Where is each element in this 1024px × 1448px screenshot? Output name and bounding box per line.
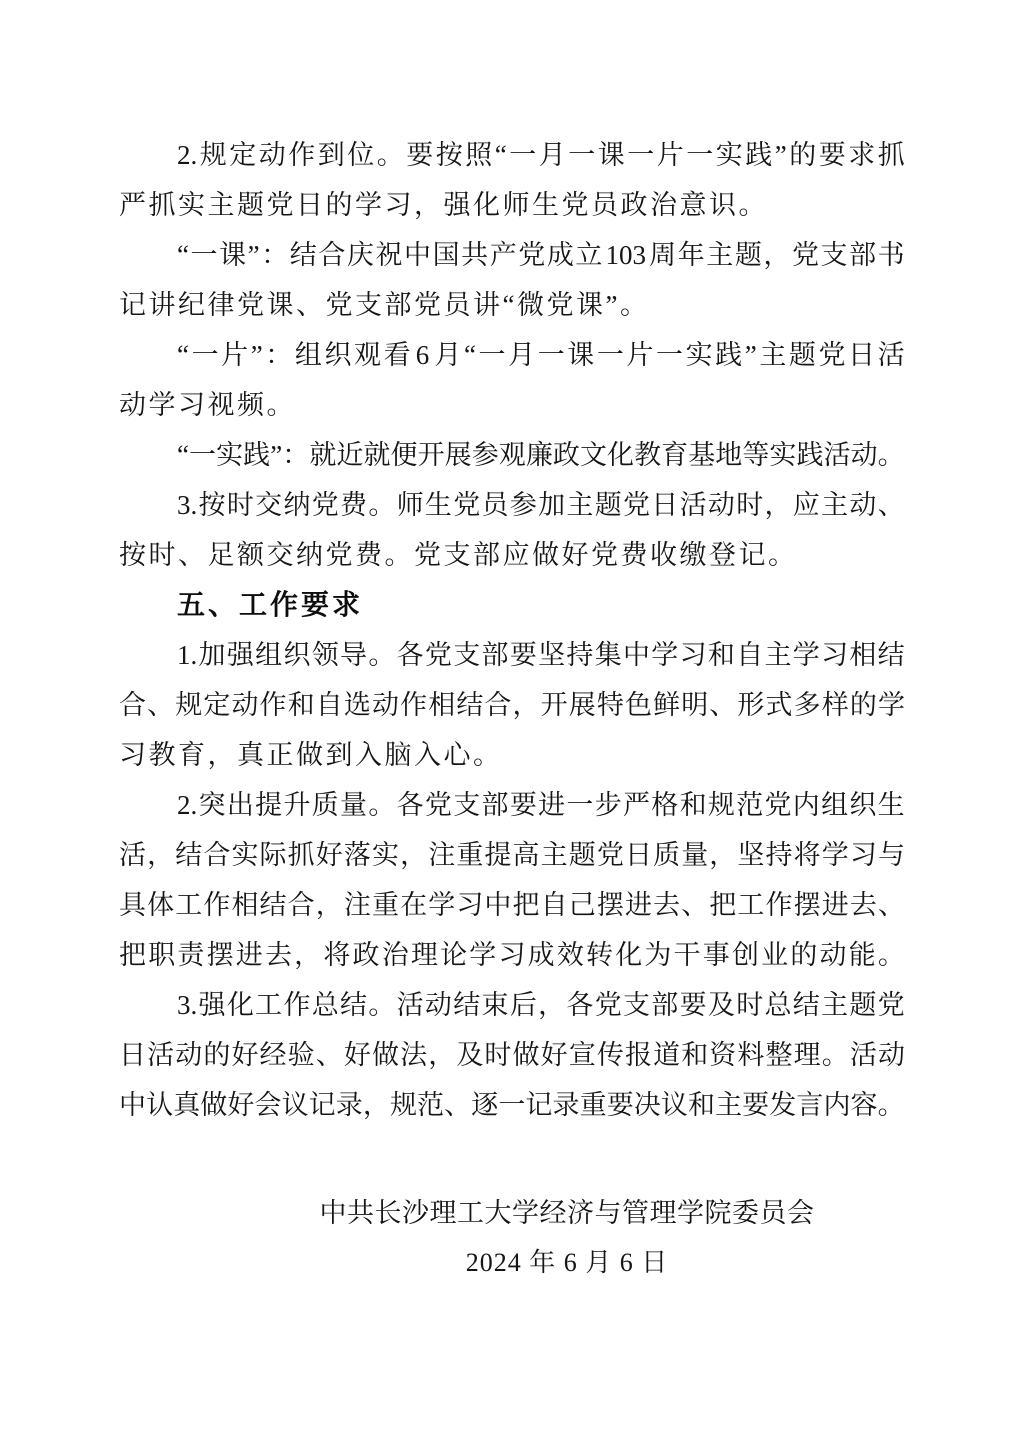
text-line: 记讲纪律党课、党支部党员讲“微党课”。 [119,290,650,320]
text-line: 把 职 责 摆 进 去 ， 将 政 治 理 论 学 习 成 效 转 化 为 干 事 创 业 的 动 能 。 [119,940,905,970]
text-line: 日 活 动 的 好 经 验 、 好 做 法 ， 及 时 做 好 宣 传 报 道 和 资 料 整 理 。 活 动 [119,1040,905,1070]
text-line: 中 认 真 做 好 会 议 记 录 ， 规 范 、 逐 一 记 录 重 要 决 议 和 主 要 发 言 内 容 。 [119,1090,905,1120]
signature-line: 中共长沙理工大学经济与管理学院委员会 [319,1198,815,1228]
text-line: 2. 突 出 提 升 质 量 。 各 党 支 部 要 进 一 步 严 格 和 规 范 党 内 组 织 生 [177,790,905,820]
text-line: 3. 按 时 交 纳 党 费 。 师 生 党 员 参 加 主 题 党 日 活 动 时 ， 应 主 动 、 [177,490,905,520]
text-line: 合 、 规 定 动 作 和 自 选 动 作 相 结 合 ， 开 展 特 色 鲜 明 、 形 式 多 样 的 学 [119,690,905,720]
text-line: 活 ， 结 合 实 际 抓 好 落 实 ， 注 重 提 高 主 题 党 日 质 量 ， 坚 持 将 学 习 与 [119,840,905,870]
text-line: “ 一 实 践 ” ： 就 近 就 便 开 展 参 观 廉 政 文 化 教 育 基 地 等 实 践 活 动 。 [177,440,905,470]
text-line: 动学习视频。 [119,390,296,420]
section-heading: 五、工作要求 [177,589,364,620]
text-line: 具 体 工 作 相 结 合 ， 注 重 在 学 习 中 把 自 己 摆 进 去 、 把 工 作 摆 进 去 、 [119,890,905,920]
text-line: 3. 强 化 工 作 总 结 。 活 动 结 束 后 ， 各 党 支 部 要 及 时 总 结 主 题 党 [177,990,905,1020]
text-line: 严抓实主题党日的学习，强化师生党员政治意识。 [119,190,768,220]
text-line: “ 一 片 ” ： 组 织 观 看 6 月 “ 一 月 一 课 一 片 一 实 践 ” 主 题 党 日 活 [177,340,905,370]
text-line: 2. 规 定 动 作 到 位 。 要 按 照 “ 一 月 一 课 一 片 一 实 践 ” 的 要 求 抓 [177,140,905,170]
text-line: 按时、足额交纳党费。党支部应做好党费收缴登记。 [119,540,798,570]
text-line: “ 一 课 ” ： 结 合 庆 祝 中 国 共 产 党 成 立 103 周 年 主 题 ， 党 支 部 书 [177,240,905,270]
document-content [119,130,905,1288]
document-body [119,130,905,1130]
signature-block [119,1188,905,1288]
date-line: 2024 年 6 月 6 日 [465,1248,669,1277]
text-line: 习教育，真正做到入脑入心。 [119,740,503,770]
text-line: 1. 加 强 组 织 领 导 。 各 党 支 部 要 坚 持 集 中 学 习 和 自 主 学 习 相 结 [177,640,905,670]
